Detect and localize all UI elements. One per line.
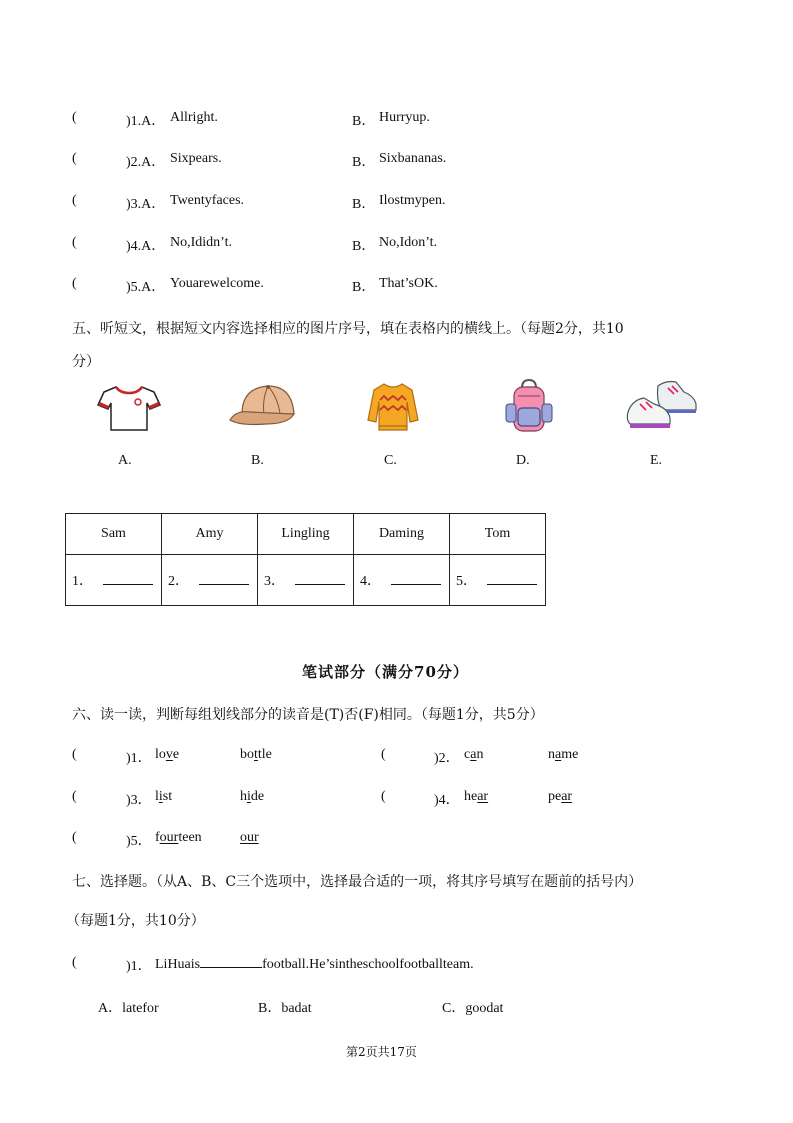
section5-title-cont: 分） <box>72 354 100 370</box>
section5-title: 五、听短文，根据短文内容选择相应的图片序号，填在表格内的横线上。（每题2分，共10 <box>72 321 624 337</box>
item-number: )2． <box>434 751 460 766</box>
item-number: )5.A． <box>126 280 166 295</box>
underlined-part: t <box>254 747 258 762</box>
underlined-part: v <box>165 747 173 762</box>
underlined-part: ar <box>561 789 573 804</box>
answer-cell[interactable] <box>258 555 354 606</box>
option-b: Ilostmypen. <box>379 193 446 208</box>
paren[interactable]: ( <box>72 955 77 970</box>
answer-blank[interactable] <box>103 572 153 585</box>
picture-label-e: E. <box>650 453 663 468</box>
answer-number: 5． <box>456 574 477 589</box>
paren[interactable]: ( <box>72 789 77 804</box>
word-1: list <box>155 789 173 804</box>
paren[interactable]: ( <box>72 110 77 125</box>
answer-blank[interactable] <box>295 572 345 585</box>
option-b: Sixbananas. <box>379 151 447 166</box>
word-1: love <box>155 747 180 762</box>
answer-number: 1． <box>72 574 93 589</box>
word-1: can <box>464 747 484 762</box>
option-a: Youarewelcome. <box>170 276 264 291</box>
paren[interactable]: ( <box>72 151 77 166</box>
item-number: )4.A． <box>126 239 166 254</box>
word-2: bottle <box>240 747 272 762</box>
option-b: Hurryup. <box>379 110 430 125</box>
option-a: Sixpears. <box>170 151 222 166</box>
written-part-title: 笔试部分（满分70分） <box>302 663 469 681</box>
item-number: )3． <box>126 793 152 808</box>
answer-blank[interactable] <box>391 572 441 585</box>
answer-cell[interactable] <box>354 555 450 606</box>
word-2: pear <box>548 789 573 804</box>
tshirt-icon <box>96 383 162 433</box>
option-b-label: B． <box>352 280 376 295</box>
picture-label-a: A. <box>118 453 132 468</box>
table-header-cell: Tom <box>450 514 546 555</box>
table-header-cell: Daming <box>354 514 450 555</box>
underlined-part: i <box>247 789 251 804</box>
option-b: No,Idon’t. <box>379 235 438 250</box>
option-b: B．badat <box>258 1001 312 1016</box>
item-number: )3.A． <box>126 197 166 212</box>
table-header-cell: Sam <box>66 514 162 555</box>
answer-cell[interactable] <box>450 555 546 606</box>
option-b-label: B． <box>352 197 376 212</box>
paren[interactable]: ( <box>72 193 77 208</box>
item-number: )1． <box>126 959 152 974</box>
item-number: )1.A． <box>126 114 166 129</box>
picture-label-b: B. <box>251 453 264 468</box>
item-number: )2.A． <box>126 155 166 170</box>
answer-blank[interactable] <box>199 572 249 585</box>
answer-blank[interactable] <box>487 572 537 585</box>
underlined-part: a <box>555 747 562 762</box>
option-a: No,Ididn’t. <box>170 235 232 250</box>
answer-number: 2． <box>168 574 189 589</box>
underlined-part: our <box>240 830 259 845</box>
paren[interactable]: ( <box>72 235 77 250</box>
section6-title: 六、读一读，判断每组划线部分的读音是(T)否(F)相同。（每题1分，共5分） <box>72 707 544 723</box>
paren[interactable]: ( <box>72 276 77 291</box>
answer-cell[interactable] <box>66 555 162 606</box>
underlined-part: ar <box>477 789 489 804</box>
sneakers-icon <box>624 378 700 434</box>
underlined-part: a <box>470 747 477 762</box>
picture-label-d: D. <box>516 453 530 468</box>
backpack-icon <box>500 378 558 436</box>
answer-cell[interactable] <box>162 555 258 606</box>
paren[interactable]: ( <box>72 830 77 845</box>
table-header-cell: Amy <box>162 514 258 555</box>
fill-blank[interactable] <box>200 955 262 968</box>
cap-icon <box>226 380 302 432</box>
word-2: hide <box>240 789 265 804</box>
answer-number: 3． <box>264 574 285 589</box>
option-c: C．goodat <box>442 1001 504 1016</box>
page-footer: 第2页共17页 <box>346 1045 417 1059</box>
option-a: A．latefor <box>98 1001 159 1016</box>
word-2: name <box>548 747 579 762</box>
word-1: fourteen <box>155 830 202 845</box>
item-number: )1． <box>126 751 152 766</box>
question-text: LiHuais football.He’sintheschoolfootballteam. <box>155 957 474 972</box>
picture-label-c: C. <box>384 453 397 468</box>
paren[interactable]: ( <box>381 747 386 762</box>
answer-number: 4． <box>360 574 381 589</box>
section7-title-cont: （每题1分，共10分） <box>66 913 205 929</box>
sweater-icon <box>366 380 420 434</box>
item-number: )4． <box>434 793 460 808</box>
table-header-cell: Lingling <box>258 514 354 555</box>
section7-title: 七、选择题。（从A、B、C三个选项中，选择最合适的一项，将其序号填写在题前的括号内） <box>72 874 643 890</box>
word-2 <box>240 830 259 846</box>
option-a: Twentyfaces. <box>170 193 245 208</box>
option-b-label: B． <box>352 239 376 254</box>
option-b-label: B． <box>352 155 376 170</box>
answer-table <box>65 513 546 606</box>
option-a: Allright. <box>170 110 218 125</box>
word-1: hear <box>464 789 489 804</box>
item-number: )5． <box>126 834 152 849</box>
underlined-part: i <box>158 789 163 804</box>
option-b: That’sOK. <box>379 276 438 291</box>
paren[interactable]: ( <box>72 747 77 762</box>
paren[interactable]: ( <box>381 789 386 804</box>
underlined-part: our <box>159 830 179 845</box>
option-b-label: B． <box>352 114 376 129</box>
